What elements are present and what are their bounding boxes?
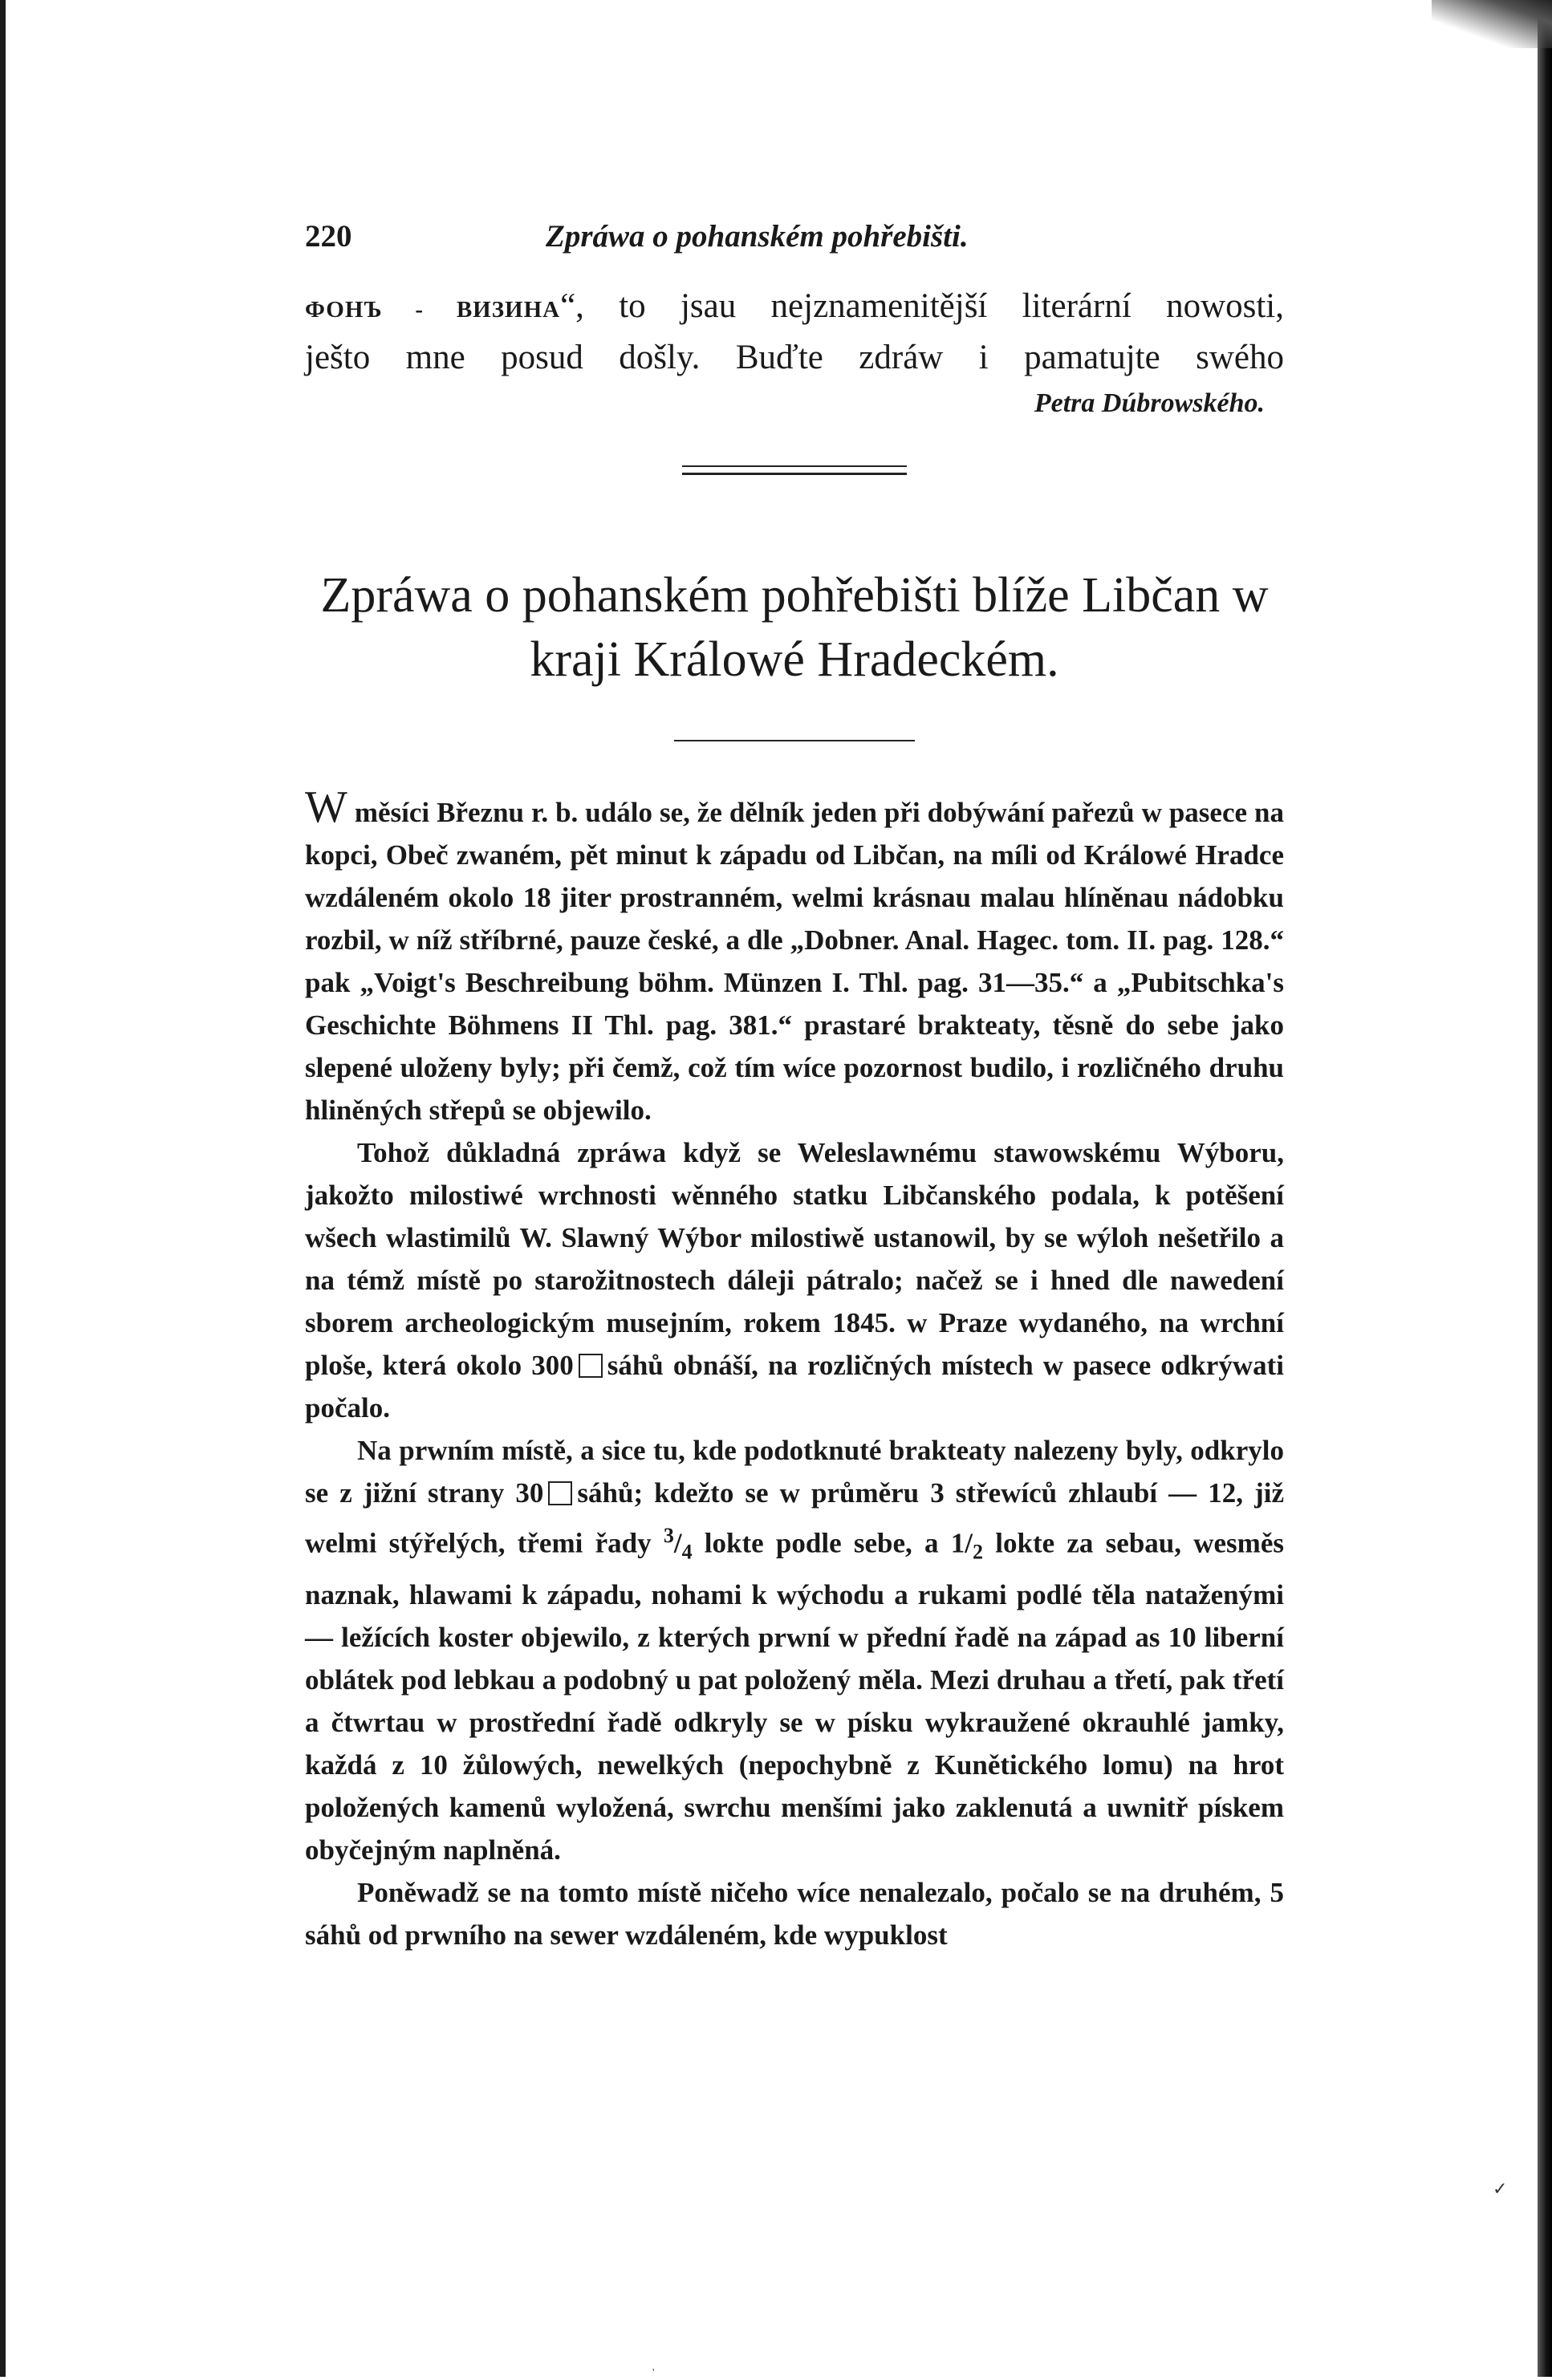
paragraph-1-text: měsíci Březnu r. b. událo se, že dělník jeden při dobýwání pařezů w pasece na kopci, Obeč zwaném, pět minut k západu od Libčan, na míli od Králowé Hradce wzdáleném okolo 18 jiter prostranném, welmi krásnau malau hlíněnau nádobku rozbil, w níž stříbrné, pauze české, a dle „Dobner. Anal. Hagec. tom. II. pag. 128.“ pak „Voigt's Beschreibung böhm. Münzen I. Thl. pag. 31—35.“ a „Pubitschka's Geschichte Böhmens II Thl. pag. 381.“ prastaré brakteaty, těsně do sebe jako slepené uloženy byly; při čemž, což tím wíce pozornost budilo, i rozličného druhu hliněných střepů se objewilo. xyxy=(305,797,1284,1126)
carry-line-2: ješto mne posud došly. Buďte zdráw i pamatujte swého xyxy=(305,339,1284,376)
scan-left-edge xyxy=(0,0,6,2377)
double-rule-divider xyxy=(682,465,907,475)
cyrillic-title: ФОНЪ - ВИЗИНА xyxy=(305,297,561,323)
paragraph-1 xyxy=(305,782,1284,1131)
article-title: Zpráwa o pohanském pohřebišti blíže Libčan w kraji Králowé Hradeckém. xyxy=(320,568,1269,687)
paragraph-2-text-b: sáhů obnáší, na rozličných místech w pasece odkrýwati počalo. xyxy=(305,1350,1284,1424)
fraction-denominator: 4 xyxy=(681,1540,693,1564)
single-rule-divider xyxy=(674,740,915,741)
article-body xyxy=(305,782,1284,1956)
square-fathom-icon xyxy=(548,1481,572,1505)
square-fathom-icon xyxy=(579,1354,603,1378)
paragraph-3-text-a: Na prwním místě, a sice tu, kde podotknuté brakteaty nalezeny byly, odkrylo se z jižní strany 30 xyxy=(305,1435,1284,1509)
paragraph-4-text: Poněwadž se na tomto místě ničeho wíce nenalezalo, počalo se na druhém, 5 sáhů od prwního na sewer wzdáleném, kde wypuklost xyxy=(305,1876,1284,1951)
paragraph-3: Na prwním místě, a sice tu, kde podotknuté brakteaty nalezeny byly, odkrylo se z jižní strany 30 sáhů; kdežto se w průměru 3 střewíců zhlaubí — 12, již welmi stýřelých, třemi řady $^3/_4$ lokte podle sebe, a $1/_2$ lokte za sebau, wesměs naznak, hlawami k západu, nohami k wýchodu a rukami podlé těla nataženými — ležících koster objewilo, z kterých prwní w přední řadě na západ as 10 liberní oblátek pod lebkau a podobný u pat položený měla. Mezi druhau a třetí, pak třetí a čtwrtau w prostřední řadě odkryly se w písku wykraužené okrauhlé jamky, každá z 10 žůlowých, newelkých (nepochybně z Kunětického lomu) na hrot položených kamenů wyložená, swrchu menšími jako zaklenutá a uwnitř pískem obyčejným naplněná. xyxy=(305,1435,1284,1866)
carry-over-text xyxy=(305,282,1284,382)
fraction-half-denominator: 2 xyxy=(973,1540,984,1564)
paragraph-2-text-a: Tohož důkladná zpráwa když se Weleslawnému stawowskému Wýboru, jakožto milostiwé wrchnosti wěnného statku Libčanského podala, k potěšení wšech wlastimilů W. Slawný Wýbor milostiwě ustanowil, by se wýloh nešetřilo a na témž místě po starožitnostech dáleji pátralo; načež se i hned dle nawedení sborem archeologickým musejním, rokem 1845. w Praze wydaného, na wrchní ploše, která okolo 300 xyxy=(305,1137,1284,1381)
running-title: Zpráwa o pohanském pohřebišti. xyxy=(546,219,969,254)
running-head xyxy=(305,210,1284,258)
paragraph-3-text-c: lokte podle sebe, a 1 xyxy=(692,1527,965,1559)
carry-line-1-rest: “, to jsau nejznamenitější literární nowosti, xyxy=(560,287,1284,325)
ink-speck-bottom: ' xyxy=(652,2367,655,2379)
paragraph-2 xyxy=(305,1131,1284,1429)
drop-cap: W xyxy=(305,782,347,832)
scan-right-edge xyxy=(1538,0,1552,2377)
paragraph-4 xyxy=(305,1871,1284,1956)
page xyxy=(305,210,1284,1956)
ink-speck: ✓ xyxy=(1493,2179,1508,2199)
scan-corner-damage xyxy=(1432,0,1552,48)
paragraph-3-text-d: lokte za sebau, wesměs naznak, hlawami k západu, nohami k wýchodu a rukami podlé těla nataženými — ležících koster objewilo, z kterých prwní w přední řadě na západ as 10 liberní oblátek pod lebkau a podobný u pat položený měla. Mezi druhau a třetí, pak třetí a čtwrtau w prostřední řadě odkryly se w písku wykraužené okrauhlé jamky, každá z 10 žůlowých, newelkých (nepochybně z Kunětického lomu) na hrot položených kamenů wyložená, swrchu menšími jako zaklenutá a uwnitř pískem obyčejným naplněná. xyxy=(305,1527,1284,1866)
fraction-numerator: 3 xyxy=(663,1524,674,1547)
carry-line-1 xyxy=(305,282,1284,334)
author-signature: Petra Dúbrowského. xyxy=(1034,388,1265,418)
paragraph-3-text-b: sáhů; kdežto se w průměru 3 střewíců zhlaubí — 12, již welmi stýřelých, třemi řady xyxy=(305,1477,1284,1559)
page-number: 220 xyxy=(305,219,352,254)
